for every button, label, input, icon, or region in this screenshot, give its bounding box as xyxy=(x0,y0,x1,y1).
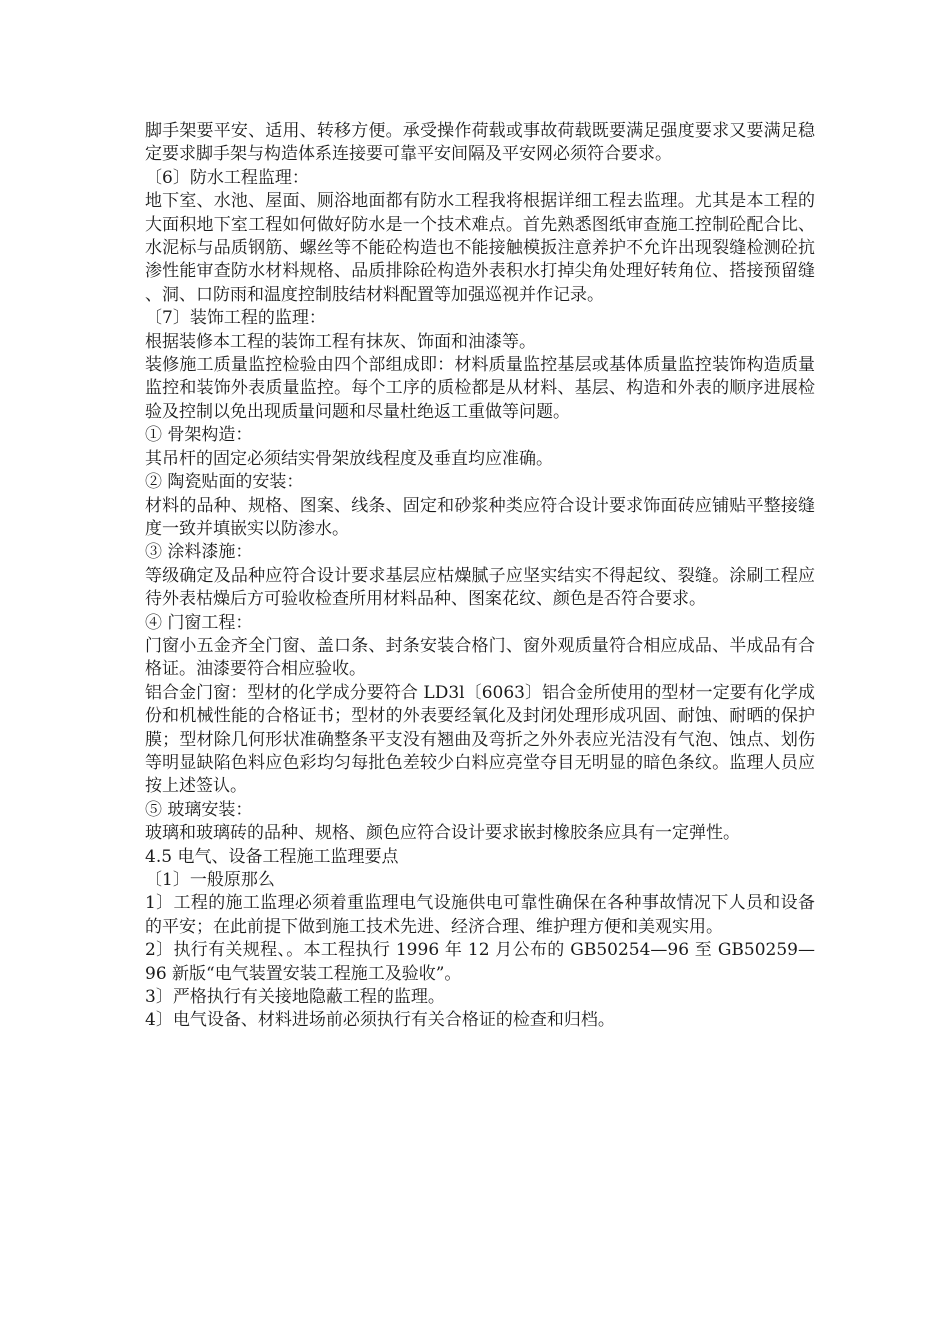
paragraph-coating: 等级确定及品种应符合设计要求基层应枯燥腻子应坚实结实不得起纹、裂缝。涂刷工程应待外表枯燥后方可验收检查所用材料品种、图案花纹、颜色是否符合要求。 xyxy=(145,565,815,610)
paragraph-aluminum-windows: 铝合金门窗：型材的化学成分要符合 LD3l〔6063〕铝合金所使用的型材一定要有化学成份和机械性能的合格证书；型材的外表要经氧化及封闭处理形成巩固、耐蚀、耐晒的保护膜；型材除几何形状准确整条平支没有翘曲及弯折之外外表应光洁没有气泡、蚀点、划伤等明显缺陷色料应色彩均匀每批色差较少白料应亮堂夺目无明显的暗色条纹。监理人员应按上述签认。 xyxy=(145,682,815,797)
heading-decoration: 〔7〕装饰工程的监理： xyxy=(145,308,326,329)
paragraph-waterproofing: 地下室、水池、屋面、厕浴地面都有防水工程我将根据详细工程去监理。尤其是本工程的大面积地下室工程如何做好防水是一个技术难点。首先熟悉图纸审查施工控制砼配合比、水泥标与品质钢筋、螺丝等不能砼构造也不能接触模扳注意养护不允许出现裂缝检测砼抗渗性能审查防水材料规格、品质排除砼构造外表积水打掉尖角处理好转角位、搭接预留缝、洞、口防雨和温度控制肢结材料配置等加强巡视并作记录。 xyxy=(145,191,815,305)
heading-frame-structure: ① 骨架构造： xyxy=(145,425,253,446)
list-item-1: 1〕工程的施工监理必须着重监理电气设施供电可靠性确保在各种事故情况下人员和设备的平安；在此前提下做到施工技术先进、经济合理、维护理方便和美观实用。 xyxy=(145,893,815,937)
paragraph-glass-installation: 玻璃和玻璃砖的品种、规格、颜色应符合设计要求嵌封橡胶条应具有一定弹性。 xyxy=(145,823,740,844)
paragraph-doors-windows: 门窗小五金齐全门窗、盖口条、封条安装合格门、窗外观质量符合相应成品、半成品有合格证。油漆要符合相应验收。 xyxy=(145,635,815,680)
list-item-2: 2〕执行有关规程、。本工程执行 1996 年 12 月公布的 GB50254—96 至 GB50259—96 新版“电气装置安装工程施工及验收”。 xyxy=(145,940,815,984)
paragraph-ceramic-tiles: 材料的品种、规格、图案、线条、固定和砂浆种类应符合设计要求饰面砖应铺贴平整接缝度一致并填嵌实以防渗水。 xyxy=(145,495,815,539)
heading-glass-installation: ⑤ 玻璃安装： xyxy=(145,799,253,820)
section-heading-electrical: 4.5 电气、设备工程施工监理要点 xyxy=(145,846,399,867)
heading-waterproofing: 〔6〕防水工程监理： xyxy=(145,167,309,188)
paragraph-decoration-inspection: 装修施工质量监控检验由四个部组成即：材料质量监控基层或基体质量监控装饰构造质量监控和装饰外表质量监控。每个工序的质检都是从材料、基层、构造和外表的顺序进展检验及控制以免出现质量问题和尽量杜绝返工重做等问题。 xyxy=(145,355,815,422)
list-item-4: 4〕电气设备、材料进场前必须执行有关合格证的检查和归档。 xyxy=(145,1010,615,1031)
heading-general-principles: 〔1〕一般原那么 xyxy=(145,870,275,890)
heading-coating: ③ 涂料漆施： xyxy=(145,542,253,563)
list-item-3: 3〕严格执行有关接地隐蔽工程的监理。 xyxy=(145,987,445,1008)
heading-doors-windows: ④ 门窗工程： xyxy=(145,612,253,633)
document-body xyxy=(145,120,815,1033)
heading-ceramic-tiles: ② 陶瓷贴面的安装： xyxy=(145,472,304,493)
paragraph-decoration-scope: 根据装修本工程的装饰工程有抹灰、饰面和油漆等。 xyxy=(145,331,536,352)
paragraph-frame-structure: 其吊杆的固定必须结实骨架放线程度及垂直均应准确。 xyxy=(145,448,553,469)
paragraph-scaffold-requirements: 脚手架要平安、适用、转移方便。承受操作荷载或事故荷载既要满足强度要求又要满足稳定要求脚手架与构造体系连接要可靠平安间隔及平安网必须符合要求。 xyxy=(145,121,815,165)
